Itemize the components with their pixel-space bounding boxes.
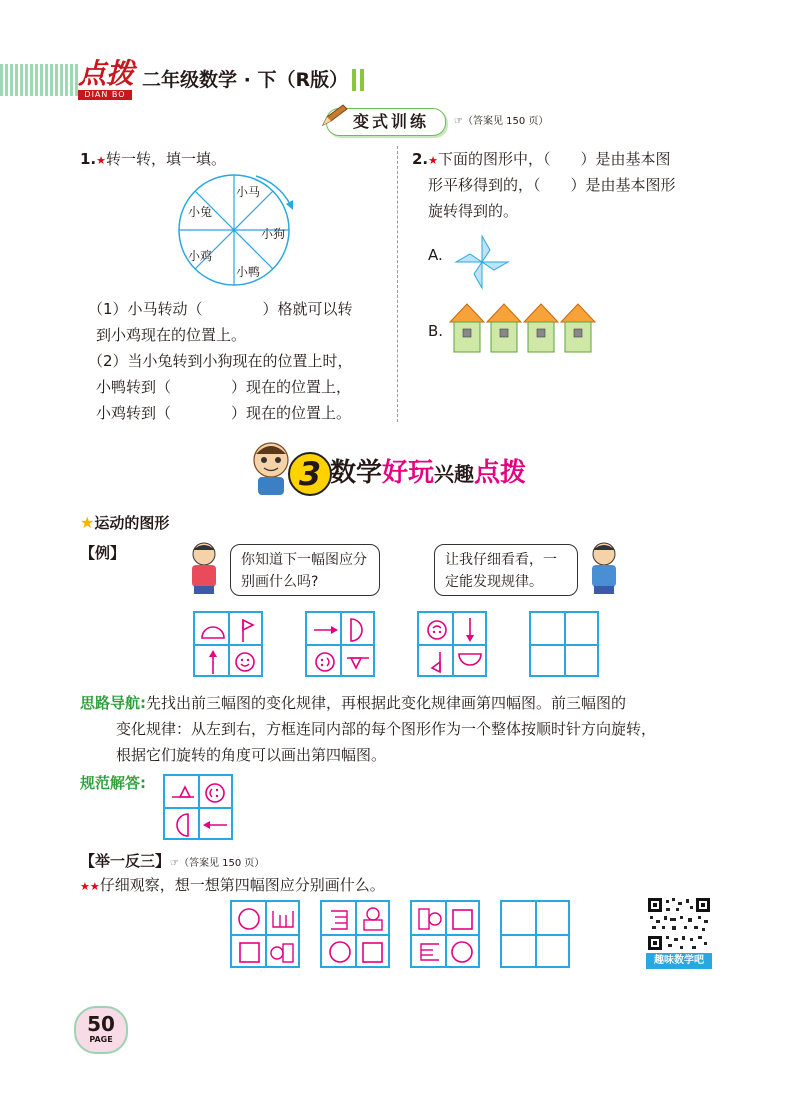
wheel-label-dog: 小狗 bbox=[261, 227, 286, 241]
section-title-banner bbox=[326, 108, 446, 136]
star-icon: ★★ bbox=[80, 880, 100, 893]
flag-icon bbox=[168, 779, 198, 807]
rotation-wheel bbox=[172, 164, 312, 304]
speech-bubble-left: 你知道下一幅图应分别画什么吗? bbox=[230, 544, 380, 596]
bracket-icon bbox=[415, 938, 445, 968]
banner-title bbox=[330, 456, 526, 490]
q2-option-a: A. bbox=[428, 246, 443, 264]
boy-pointing-icon bbox=[584, 540, 624, 594]
answer-label: 规范解答: bbox=[80, 774, 146, 792]
smiley-icon bbox=[422, 616, 452, 644]
q2-line1 bbox=[412, 146, 671, 174]
q2-line2: 形平移得到的，（ ）是由基本图形 bbox=[428, 176, 676, 194]
arrow-up-icon bbox=[198, 648, 228, 676]
star-bullet-icon: ★ bbox=[80, 513, 95, 532]
circle-square-icon bbox=[358, 905, 388, 935]
header-title: 二年级数学 · 下（R版） bbox=[142, 69, 349, 91]
q1-line3: （2）当小兔转到小狗现在的位置上时， bbox=[88, 352, 353, 370]
answer-ref-1 bbox=[454, 114, 548, 130]
wheel-label-rabbit: 小兔 bbox=[188, 205, 213, 219]
arrow-left-icon bbox=[201, 811, 231, 839]
q1-line4: 小鸭转到（ ）现在的位置上， bbox=[96, 378, 352, 396]
q2-line3: 旋转得到的。 bbox=[428, 202, 519, 220]
wheel-label-duck: 小鸭 bbox=[236, 265, 261, 279]
header-logo bbox=[78, 58, 136, 100]
q2-option-b: B. bbox=[428, 322, 444, 340]
pinwheel-figure bbox=[452, 232, 512, 292]
practice-grid-blank[interactable] bbox=[500, 900, 570, 968]
bracket-icon bbox=[268, 905, 298, 935]
example-grid-3 bbox=[417, 611, 487, 677]
wheel-label-chicken: 小鸡 bbox=[188, 249, 213, 263]
practice-text: 仔细观察，想一想第四幅图应分别画什么。 bbox=[99, 876, 385, 894]
thinking-line2: 变化规律：从左到右，方框连同内部的每个图形作为一个整体按顺时针方向旋转， bbox=[116, 720, 657, 738]
hand-point-icon: ☞ bbox=[454, 116, 463, 127]
q2-text1: 下面的图形中，（ ）是由基本图 bbox=[438, 150, 671, 168]
page-number: 50 bbox=[87, 1012, 115, 1036]
qr-caption: 趣味数学吧 bbox=[646, 953, 712, 969]
logo-text: 点拨 bbox=[78, 57, 135, 90]
page-label: PAGE bbox=[89, 1035, 113, 1044]
pencil-icon bbox=[319, 103, 349, 129]
flag-icon bbox=[343, 648, 373, 676]
thinking-text1: 先找出前三幅图的变化规律，再根据此变化规律画第四幅图。前三幅图的 bbox=[146, 694, 627, 712]
q2-number: 2. bbox=[412, 150, 429, 168]
q1-line5: 小鸡转到（ ）现在的位置上。 bbox=[96, 404, 352, 422]
topic-heading bbox=[80, 510, 169, 536]
bracket-icon bbox=[325, 905, 355, 935]
circle-icon bbox=[325, 938, 355, 968]
column-divider bbox=[397, 146, 398, 422]
example-grid-1 bbox=[193, 611, 263, 677]
qr-code-icon bbox=[646, 896, 712, 952]
smiley-icon bbox=[310, 648, 340, 676]
practice-answer-ref: （答案见 150 页） bbox=[178, 858, 265, 869]
smiley-icon bbox=[201, 779, 231, 807]
logo-pinyin: DIAN BO bbox=[78, 90, 132, 100]
boy-thinking-icon bbox=[184, 540, 224, 594]
practice-grid-1 bbox=[230, 900, 300, 968]
semicircle-icon bbox=[198, 616, 228, 644]
section-title: 变式训练 bbox=[353, 112, 430, 131]
circle-icon bbox=[235, 905, 265, 935]
answer-grid bbox=[163, 774, 233, 840]
square-icon bbox=[448, 905, 478, 935]
q1-title: 转一转，填一填。 bbox=[106, 150, 227, 168]
banner-part-4: 点拨 bbox=[474, 458, 527, 488]
circle-square-icon bbox=[268, 938, 298, 968]
banner-number-badge: 3 bbox=[288, 452, 332, 496]
star-icon: ★ bbox=[96, 154, 107, 167]
thinking-line3: 根据它们旋转的角度可以画出第四幅图。 bbox=[116, 746, 387, 764]
semicircle-icon bbox=[343, 616, 373, 644]
semicircle-icon bbox=[455, 648, 485, 676]
semicircle-icon bbox=[168, 811, 198, 839]
example-grid-2 bbox=[305, 611, 375, 677]
circle-square-icon bbox=[415, 905, 445, 935]
answer-ref-text: （答案见 150 页） bbox=[462, 116, 549, 127]
flag-icon bbox=[231, 616, 261, 644]
square-icon bbox=[235, 938, 265, 968]
header-bars bbox=[352, 69, 366, 91]
q1-number: 1. bbox=[80, 150, 97, 168]
example-grid-blank[interactable] bbox=[529, 611, 599, 677]
example-label: 【例】 bbox=[80, 544, 126, 562]
banner-part-3: 兴趣 bbox=[434, 462, 475, 486]
thinking-line1 bbox=[80, 690, 626, 716]
practice-label: 【举一反三】 bbox=[80, 852, 171, 870]
arrow-down-icon bbox=[455, 616, 485, 644]
banner-part-1: 数学 bbox=[330, 458, 383, 488]
arrow-right-icon bbox=[310, 616, 340, 644]
topic-title: 运动的图形 bbox=[94, 514, 170, 532]
header-stripe bbox=[0, 64, 80, 96]
flag-icon bbox=[422, 648, 452, 676]
star-icon: ★ bbox=[428, 154, 439, 167]
smiley-icon bbox=[231, 648, 261, 676]
speech-bubble-right: 让我仔细看看，一定能发现规律。 bbox=[434, 544, 578, 596]
thinking-label: 思路导航: bbox=[80, 694, 146, 712]
practice-question bbox=[80, 872, 385, 900]
banner-part-2: 好玩 bbox=[382, 458, 435, 488]
practice-grid-3 bbox=[410, 900, 480, 968]
hand-point-icon: ☞ bbox=[170, 858, 179, 869]
circle-icon bbox=[448, 938, 478, 968]
q1-line2: 到小鸡现在的位置上。 bbox=[96, 326, 247, 344]
practice-grid-2 bbox=[320, 900, 390, 968]
square-icon bbox=[358, 938, 388, 968]
houses-figure bbox=[448, 302, 598, 358]
q1-line1: （1）小马转动（ ）格就可以转 bbox=[88, 300, 353, 318]
wheel-label-horse: 小马 bbox=[236, 185, 261, 199]
page-number-badge bbox=[74, 1006, 128, 1054]
